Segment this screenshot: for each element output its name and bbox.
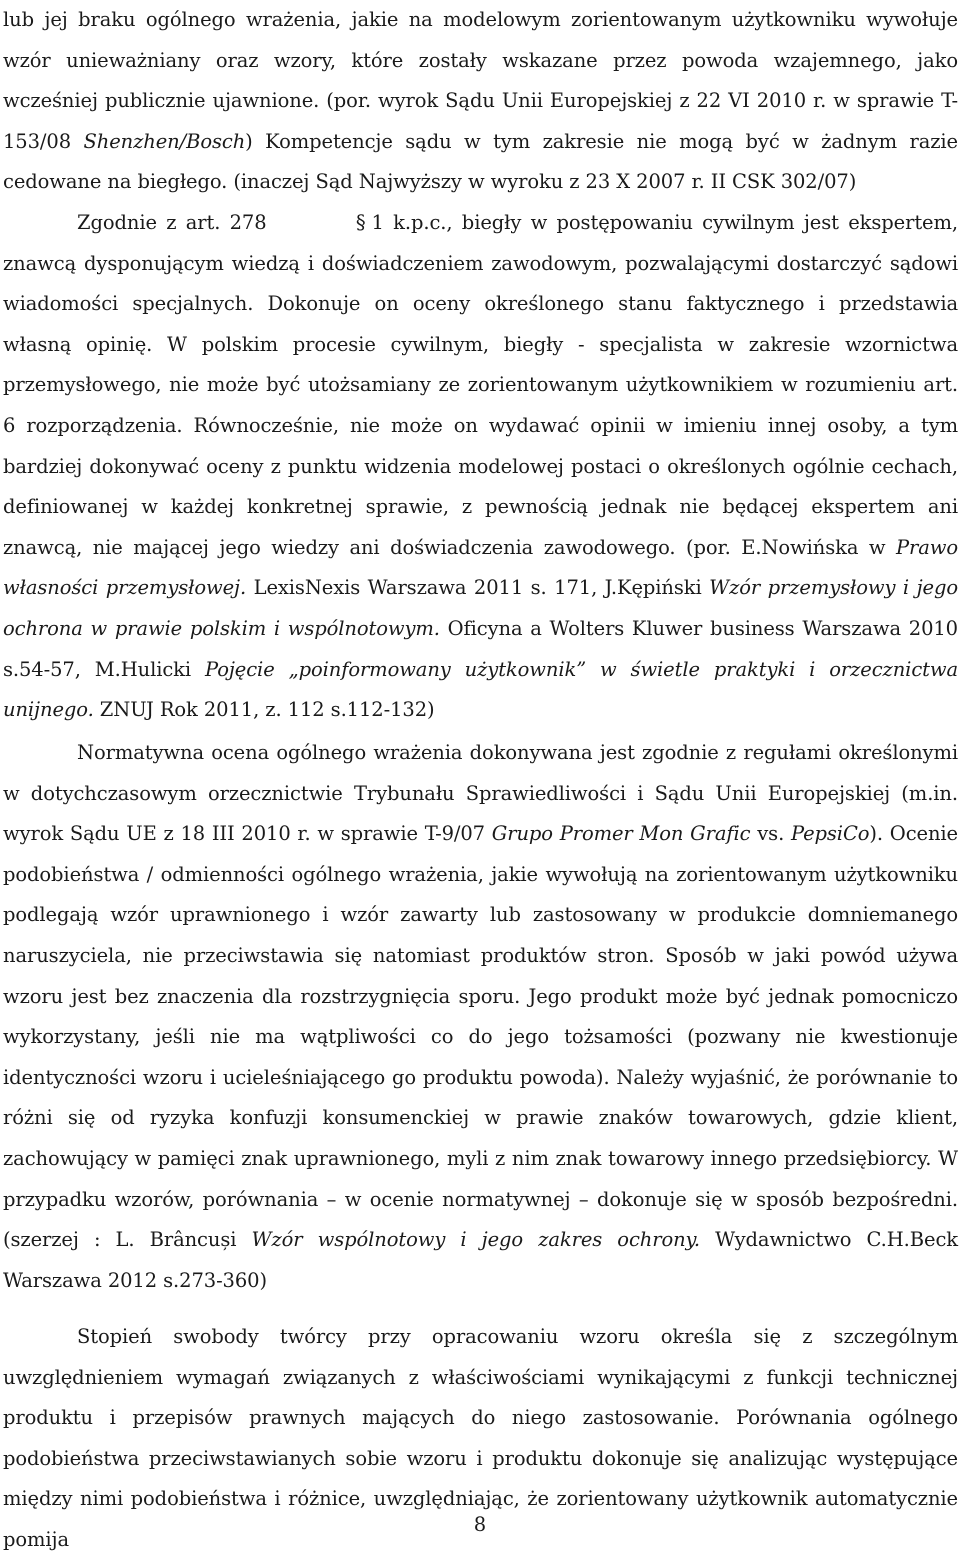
italic-citation: Wzór przemysłowy i jego ochrona w prawie polskim i wspólnotowym. [3,576,958,640]
text-run: Oficyna a Wolters Kluwer business Warszawa 2010 s.54-57, M.Hulicki [3,616,958,681]
italic-citation: Grupo Promer Mon Grafic [491,822,751,846]
text-run: Normatywna ocena ogólnego wrażenia dokonywana jest zgodnie z regułami określonymi w dotychczasowym orzecznictwie Trybunału Sprawiedliwości i Sądu Unii Europejskiej (m.in. wyrok Sądu UE z 18 III 2010 r. w sprawie T-9/07 [3,741,958,846]
text-run: LexisNexis Warszawa 2011 s. 171, J.Kępiński [246,576,710,600]
paragraph-3 [0,733,960,1301]
section-sign: § [355,211,366,234]
text-run: Wydawnictwo C.H.Beck Warszawa 2012 s.273-360) [3,1228,958,1292]
text-run: 1 k.p.c., biegły w postępowaniu cywilnym jest ekspertem, znawcą dysponującym wiedzą i doświadczeniem zawodowym, pozwalającymi dostarczyć sądowi wiadomości specjalnych. Dokonuje on oceny określonego stanu faktycznego i przedstawia własną opinię. W polskim procesie cywilnym, biegły - specjalista w zakresie wzornictwa przemysłowego, nie może być utożsamiany ze zorientowanym użytkownikiem w rozumieniu art. 6 rozporządzenia. Równocześnie, nie może on wydawać opinii w imieniu innej osoby, a tym bardziej dokonywać oceny z punktu widzenia modelowej postaci o określonych ogólnie cechach, definiowanej w każdej konkretnej sprawie, z pewnością jednak nie będącej ekspertem ani znawcą, nie mającej jego wiedzy ani doświadczenia zawodowego. (por. E.Nowińska w [3,211,958,559]
text-run: vs. [750,822,791,846]
italic-citation: PepsiCo [790,822,870,846]
italic-citation: Prawo własności przemysłowej. [3,535,958,600]
text-run: Zgodnie z art. 278 [77,211,276,234]
text-run: Stopień swobody twórcy przy opracowaniu wzoru określa się z szczególnym uwzględnieniem wymagań związanych z właściwościami wynikającymi z funkcji technicznej produktu i przepisów prawnych mających do niego zastosowanie. Porównania ogólnego podobieństwa przeciwstawianych sobie wzoru i produktu dokonuje się analizując występujące między nimi podobieństwa i różnice, uwzględniając, że zorientowany użytkownik automatycznie pomija [3,1325,958,1551]
italic-citation: Wzór wspólnotowy i jego zakres ochrony. [251,1228,700,1252]
page-number: 8 [473,1513,487,1536]
paragraph-1 [0,0,960,203]
italic-citation: Shenzhen/Bosch [83,129,246,153]
text-run: ZNUJ Rok 2011, z. 112 s.112-132) [93,698,435,722]
text-run: ). Ocenie podobieństwa / odmienności ogólnego wrażenia, jakie wywołują na zorientowanym użytkowniku podlegają wzór uprawnionego i wzór zawarty lub zastosowany w produkcie domniemanego naruszyciela, nie przeciwstawia się natomiast produktów stron. Sposób w jaki powód używa wzoru jest bez znaczenia dla rozstrzygnięcia sporu. Jego produkt może być jednak pomocniczo wykorzystany, jeśli nie ma wątpliwości co do jego tożsamości (pozwany nie kwestionuje identyczności wzoru i ucieleśniającego go produktu powoda). Należy wyjaśnić, że porównanie to różni się od ryzyka konfuzji konsumenckiej w prawie znaków towarowych, gdzie klient, zachowujący w pamięci znak uprawnionego, myli z nim znak towarowy innego przedsiębiorcy. W przypadku wzorów, porównania – w ocenie normatywnej – dokonuje się w sposób bezpośredni. (szerzej : L. Brâncuși [3,822,958,1252]
text-run: ) Kompetencje sądu w tym zakresie nie mogą być w żadnym razie cedowane na biegłego. (inaczej Sąd Najwyższy w wyroku z 23 X 2007 r. II CSK 302/07) [3,129,959,194]
italic-citation: Pojęcie „poinformowany użytkownik” w świetle praktyki i orzecznictwa unijnego. [3,657,958,722]
text-run: lub jej braku ogólnego wrażenia, jakie na modelowym zorientowanym użytkowniku wywołuje wzór unieważniany oraz wzory, które zostały wskazane przez powoda wzajemnego, jako wcześniej publicznie ujawnione. (por. wyrok Sądu Unii Europejskiej z 22 VI 2010 r. w sprawie T-153/08 [3,8,958,153]
paragraph-2 [0,203,960,731]
